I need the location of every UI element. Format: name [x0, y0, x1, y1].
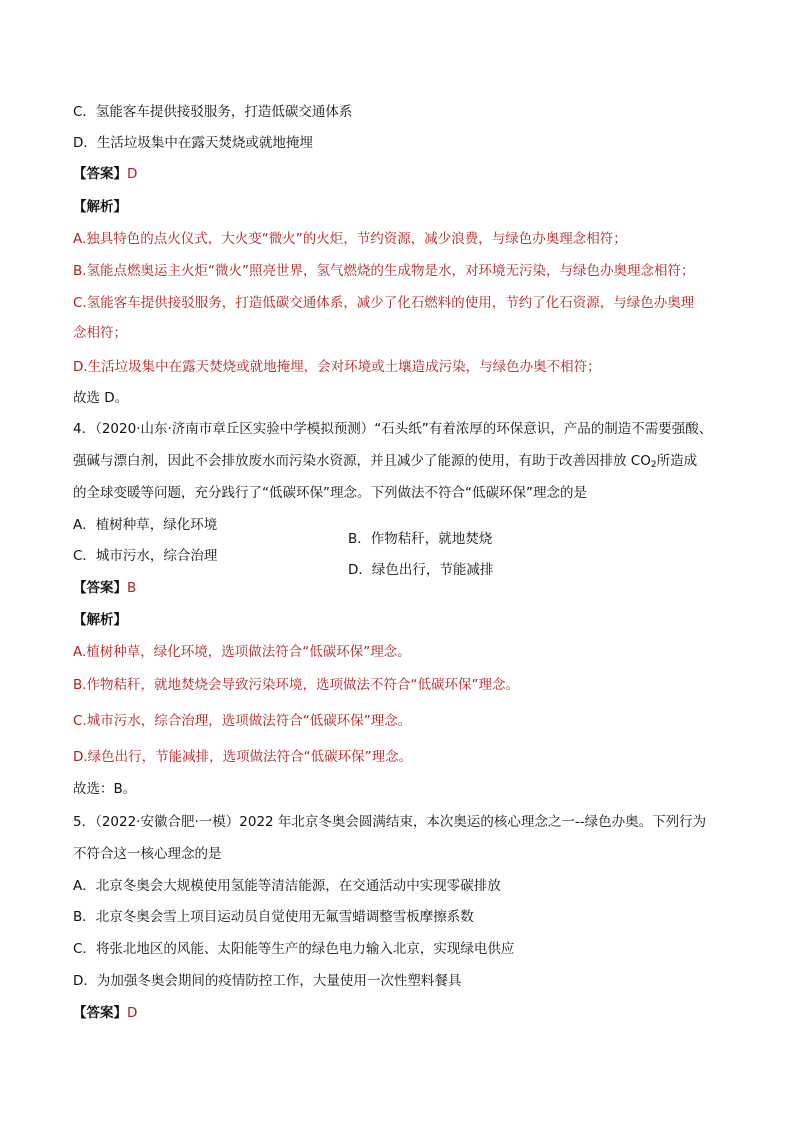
- q4-analysis-b: B.作物秸秆，就地焚烧会导致污染环境，选项做法不符合“低碳环保”理念。: [73, 677, 520, 693]
- answer-label: 【答案】: [73, 580, 127, 596]
- q5-answer: [73, 1004, 137, 1022]
- prev-option-d: D．生活垃圾集中在露天焚烧或就地掩埋: [73, 135, 313, 151]
- q4-stem-line1: 4．（2020·山东·济南市章丘区实验中学模拟预测）“石头纸”有着浓厚的环保意识，产品的制造不需要强酸、: [73, 421, 713, 437]
- q4-analysis-label: 【解析】: [73, 612, 127, 628]
- answer-label: 【答案】: [73, 166, 127, 182]
- prev-conclusion: 故选 D。: [73, 390, 129, 406]
- q4-subscript: 2: [650, 460, 657, 470]
- q5-option-d: D．为加强冬奥会期间的疫情防控工作，大量使用一次性塑料餐具: [73, 973, 462, 989]
- q4-option-d: D．绿色出行，节能减排: [348, 561, 494, 578]
- q4-option-a: A．植树种草，绿化环境: [73, 517, 218, 533]
- q4-stem-line2-post: 所造成: [656, 453, 698, 469]
- q4-analysis-a: A.植树种草，绿化环境，选项做法符合“低碳环保”理念。: [73, 644, 411, 660]
- answer-value: B: [127, 580, 137, 596]
- q4-analysis-c: C.城市污水，综合治理，选项做法符合“低碳环保”理念。: [73, 713, 412, 729]
- prev-analysis-d: D.生活垃圾集中在露天焚烧或就地掩埋，会对环境或土壤造成污染，与绿色办奥不相符；: [73, 359, 601, 375]
- prev-analysis-a: A.独具特色的点火仪式，大火变“微火”的火炬，节约资源，减少浪费，与绿色办奥理念相符；: [73, 231, 627, 247]
- q4-stem-line2: [73, 452, 697, 474]
- q4-analysis-d: D.绿色出行，节能减排，选项做法符合“低碳环保”理念。: [73, 749, 413, 765]
- q5-stem-line1: 5．（2022·安徽合肥·一模）2022 年北京冬奥会圆满结束，本次奥运的核心理念之一--绿色办奥。下列行为: [73, 814, 707, 830]
- prev-analysis-b: B.氢能点燃奥运主火炬“微火”照亮世界，氢气燃烧的生成物是水，对环境无污染，与绿色办奥理念相符；: [73, 263, 695, 279]
- answer-label: 【答案】: [73, 1005, 127, 1021]
- q4-stem-line2-pre: 强碱与漂白剂，因此不会排放废水而污染水资源，并且减少了能源的使用，有助于改善因排放 CO: [73, 453, 651, 469]
- q4-stem-line3: 的全球变暖等问题，充分践行了“低碳环保”理念。下列做法不符合“低碳环保”理念的是: [73, 485, 587, 501]
- prev-option-c: C．氢能客车提供接驳服务，打造低碳交通体系: [73, 104, 353, 120]
- prev-answer: [73, 165, 137, 183]
- answer-value: D: [127, 166, 138, 182]
- q5-option-b: B．北京冬奥会雪上项目运动员自觉使用无氟雪蜡调整雪板摩擦系数: [73, 909, 474, 925]
- q4-option-b: B．作物秸秆，就地焚烧: [348, 530, 493, 547]
- answer-value: D: [127, 1005, 138, 1021]
- q4-conclusion: 故选：B。: [73, 781, 137, 797]
- prev-analysis-c: C.氢能客车提供接驳服务，打造低碳交通体系，减少了化石燃料的使用，节约了化石资源，与绿色办奥理: [73, 295, 695, 311]
- q5-option-a: A．北京冬奥会大规模使用氢能等清洁能源，在交通活动中实现零碳排放: [73, 878, 501, 894]
- q5-stem-line2: 不符合这一核心理念的是: [73, 846, 222, 862]
- prev-analysis-label: 【解析】: [73, 199, 127, 215]
- q4-answer: [73, 579, 136, 597]
- q4-option-c: C．城市污水，综合治理: [73, 548, 218, 564]
- q5-option-c: C．将张北地区的风能、太阳能等生产的绿色电力输入北京，实现绿电供应: [73, 941, 515, 957]
- prev-analysis-c-cont: 念相符；: [73, 325, 127, 341]
